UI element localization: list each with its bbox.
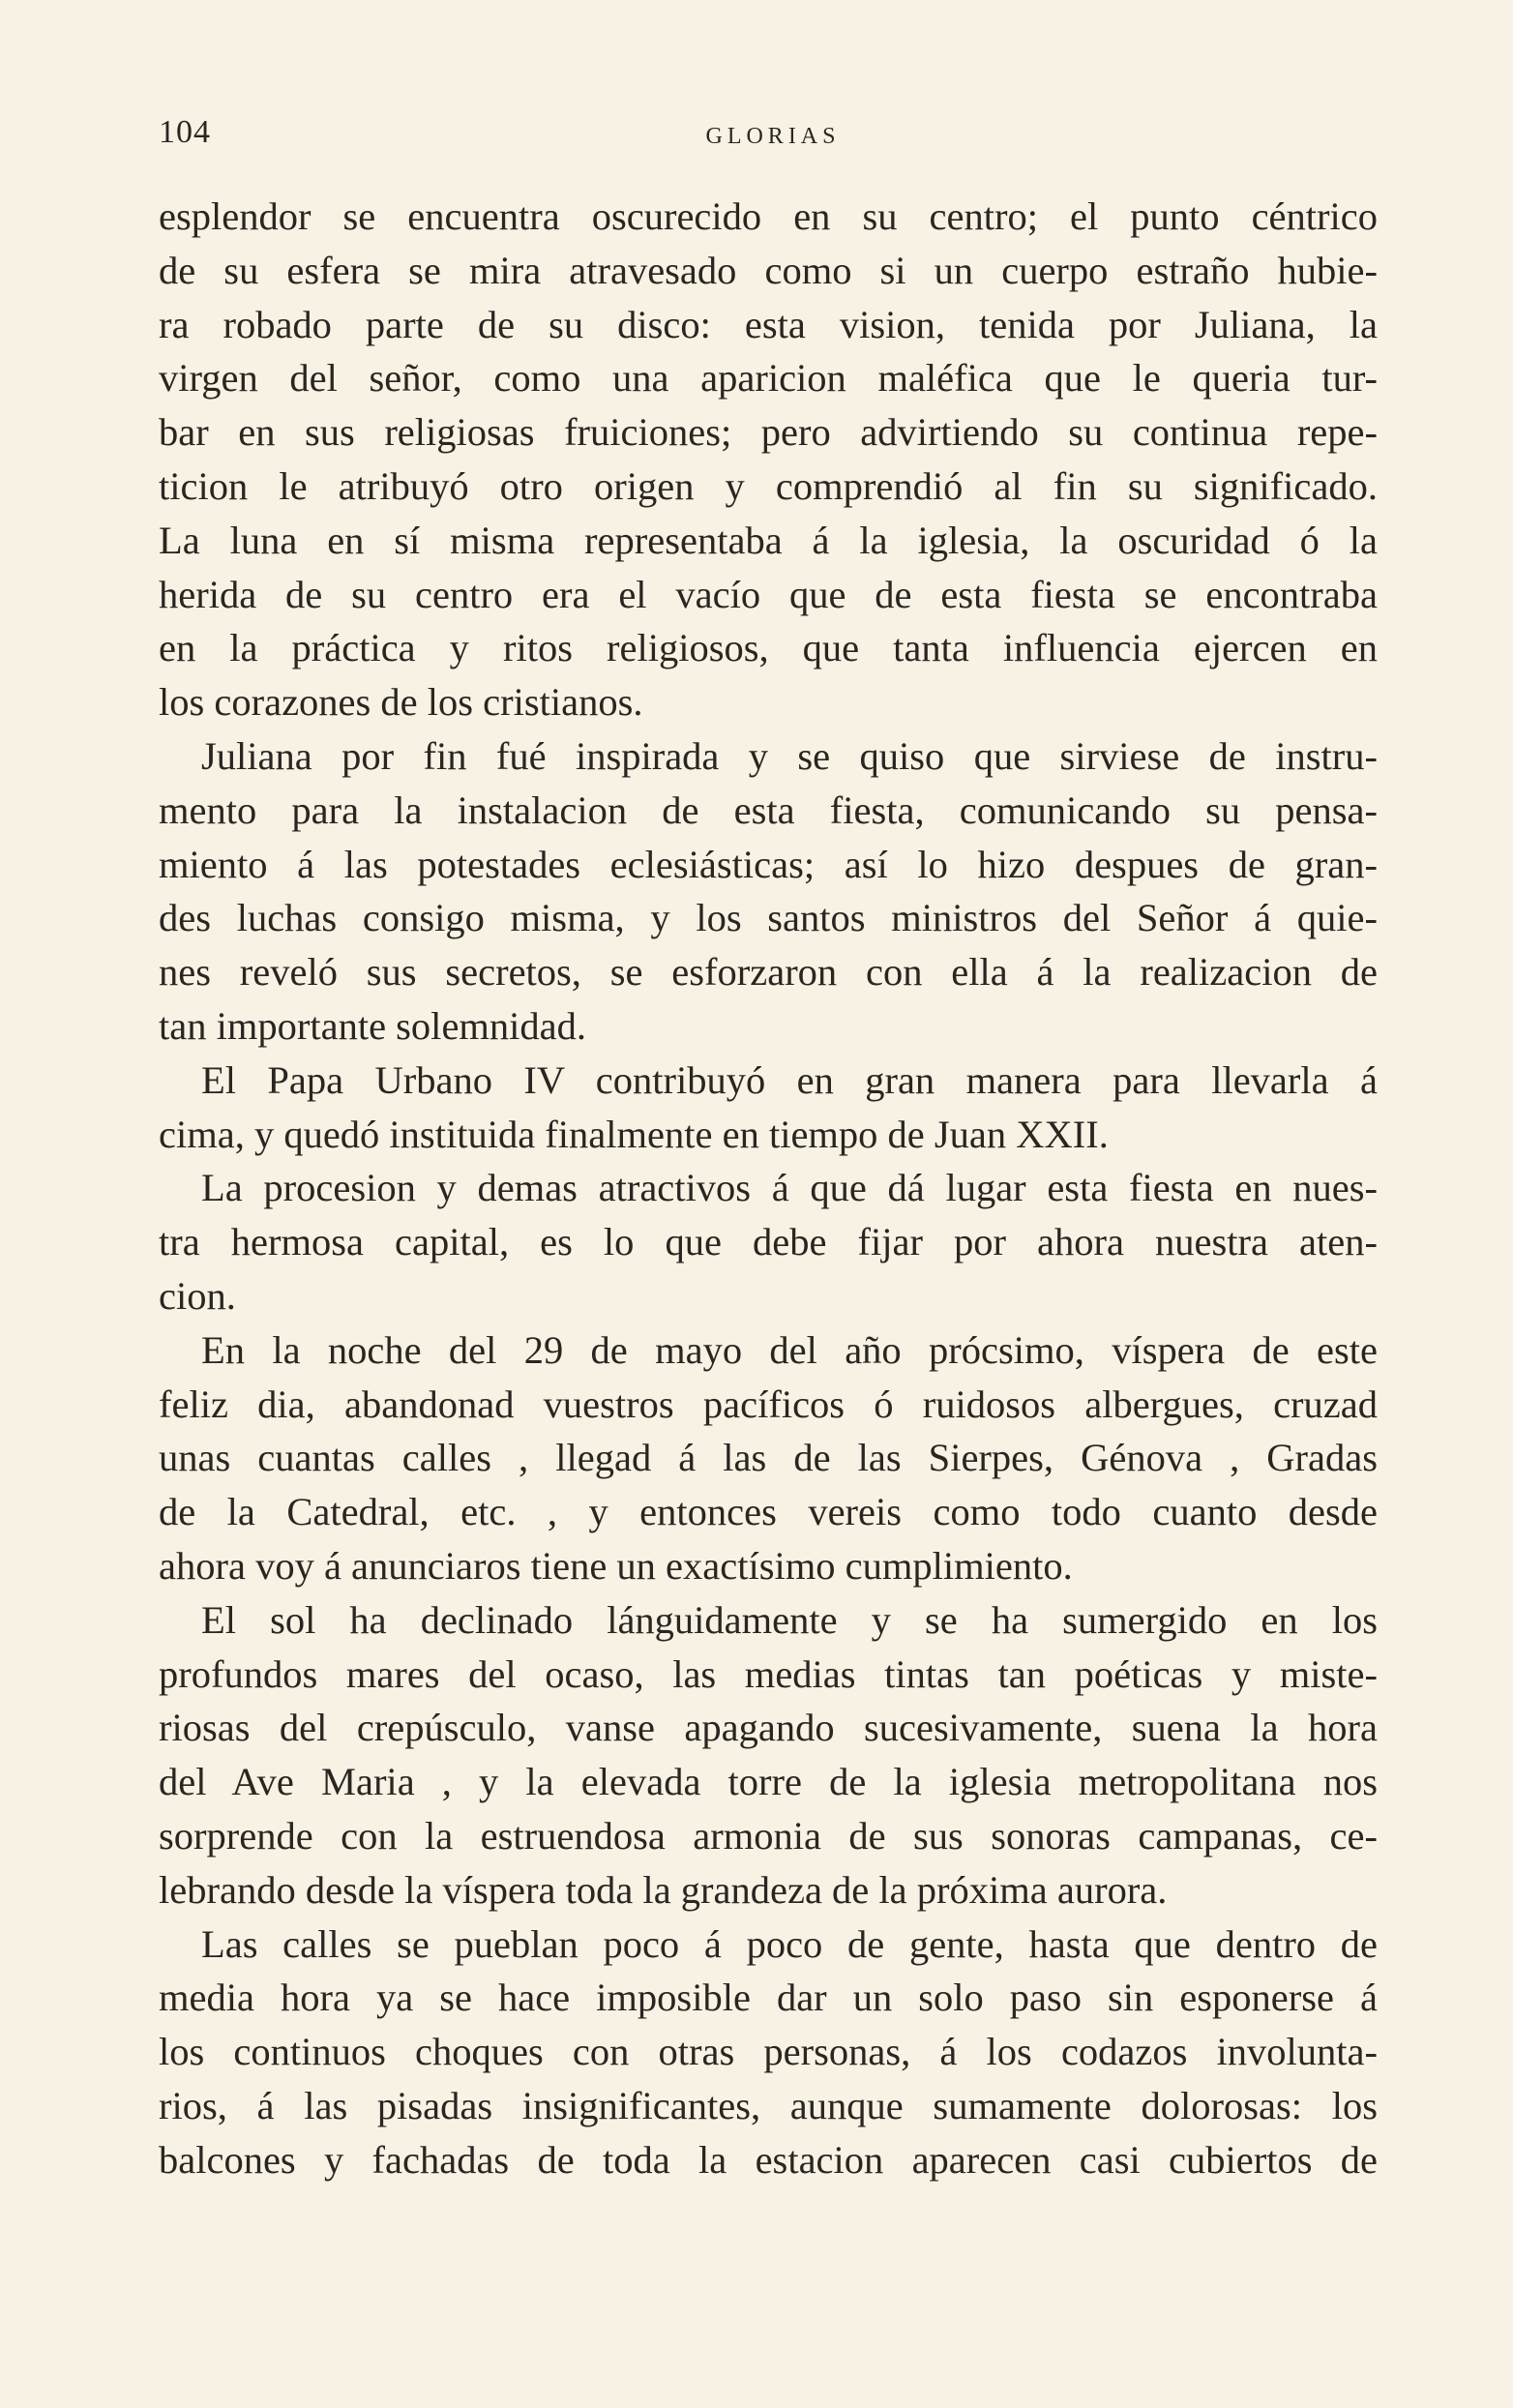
text-line: nes reveló sus secretos, se esforzaron con ella á la realizacion de: [159, 950, 1378, 995]
text-line: cion.: [159, 1273, 236, 1318]
text-line: ahora voy á anunciaros tiene un exactísimo cumplimiento.: [159, 1543, 1073, 1588]
text-line: profundos mares del ocaso, las medias tintas tan poéticas y miste-: [159, 1651, 1378, 1696]
text-line: Las calles se pueblan poco á poco de gente, hasta que dentro de: [201, 1921, 1378, 1966]
text-line: balcones y fachadas de toda la estacion aparecen casi cubiertos de: [159, 2137, 1378, 2182]
running-head: GLORIAS: [705, 124, 841, 149]
text-line: del Ave Maria , y la elevada torre de la iglesia metropolitana nos: [159, 1760, 1378, 1804]
text-line: virgen del señor, como una aparicion maléfica que le queria tur-: [159, 356, 1378, 401]
text-line: feliz dia, abandonad vuestros pacíficos ó ruidosos albergues, cruzad: [159, 1382, 1378, 1426]
page-number: 104: [159, 114, 211, 150]
text-line: En la noche del 29 de mayo del año prócsimo, víspera de este: [201, 1327, 1378, 1372]
text-line: rios, á las pisadas insignificantes, aunque sumamente dolorosas: los: [159, 2083, 1378, 2127]
text-line: los continuos choques con otras personas, á los codazos involunta-: [159, 2030, 1378, 2074]
text-line: los corazones de los cristianos.: [159, 680, 643, 725]
text-line: herida de su centro era el vacío que de esta fiesta se encontraba: [159, 572, 1378, 616]
text-line: ra robado parte de su disco: esta vision, tenida por Juliana, la: [159, 302, 1378, 346]
text-line: sorprende con la estruendosa armonia de sus sonoras campanas, ce-: [159, 1813, 1378, 1858]
text-line: en la práctica y ritos religiosos, que tanta influencia ejercen en: [159, 626, 1378, 670]
text-line: media hora ya se hace imposible dar un solo paso sin esponerse á: [159, 1976, 1378, 2020]
text-line: bar en sus religiosas fruiciones; pero advirtiendo su continua repe-: [159, 410, 1378, 455]
text-line: des luchas consigo misma, y los santos ministros del Señor á quie-: [159, 896, 1378, 940]
text-line: esplendor se encuentra oscurecido en su centro; el punto céntrico: [159, 194, 1378, 238]
text-line: mento para la instalacion de esta fiesta, comunicando su pensa-: [159, 788, 1378, 832]
text-line: miento á las potestades eclesiásticas; así lo hizo despues de gran-: [159, 842, 1378, 886]
text-line: El sol ha declinado lánguidamente y se ha sumergido en los: [201, 1597, 1378, 1642]
text-line: Juliana por fin fué inspirada y se quiso que sirviese de instru-: [201, 733, 1378, 778]
text-line: ticion le atribuyó otro origen y comprendió al fin su significado.: [159, 463, 1378, 508]
text-line: tra hermosa capital, es lo que debe fijar por ahora nuestra aten-: [159, 1220, 1378, 1264]
text-line: tan importante solemnidad.: [159, 1003, 587, 1048]
text-line: El Papa Urbano IV contribuyó en gran manera para llevarla á: [201, 1057, 1378, 1102]
text-line: riosas del crepúsculo, vanse apagando sucesivamente, suena la hora: [159, 1706, 1378, 1750]
text-line: unas cuantas calles , llegad á las de las Sierpes, Génova , Gradas: [159, 1436, 1378, 1480]
page-header: [159, 114, 1378, 172]
text-line: La luna en sí misma representaba á la iglesia, la oscuridad ó la: [159, 518, 1378, 562]
text-line: de su esfera se mira atravesado como si un cuerpo estraño hubie-: [159, 248, 1378, 292]
text-line: de la Catedral, etc. , y entonces vereis como todo cuanto desde: [159, 1490, 1378, 1534]
text-line: lebrando desde la víspera toda la grandeza de la próxima aurora.: [159, 1867, 1168, 1912]
text-line: La procesion y demas atractivos á que dá lugar esta fiesta en nues-: [201, 1166, 1378, 1210]
text-line: cima, y quedó instituida finalmente en tiempo de Juan XXII.: [159, 1112, 1109, 1156]
body-text: [159, 190, 1378, 2186]
